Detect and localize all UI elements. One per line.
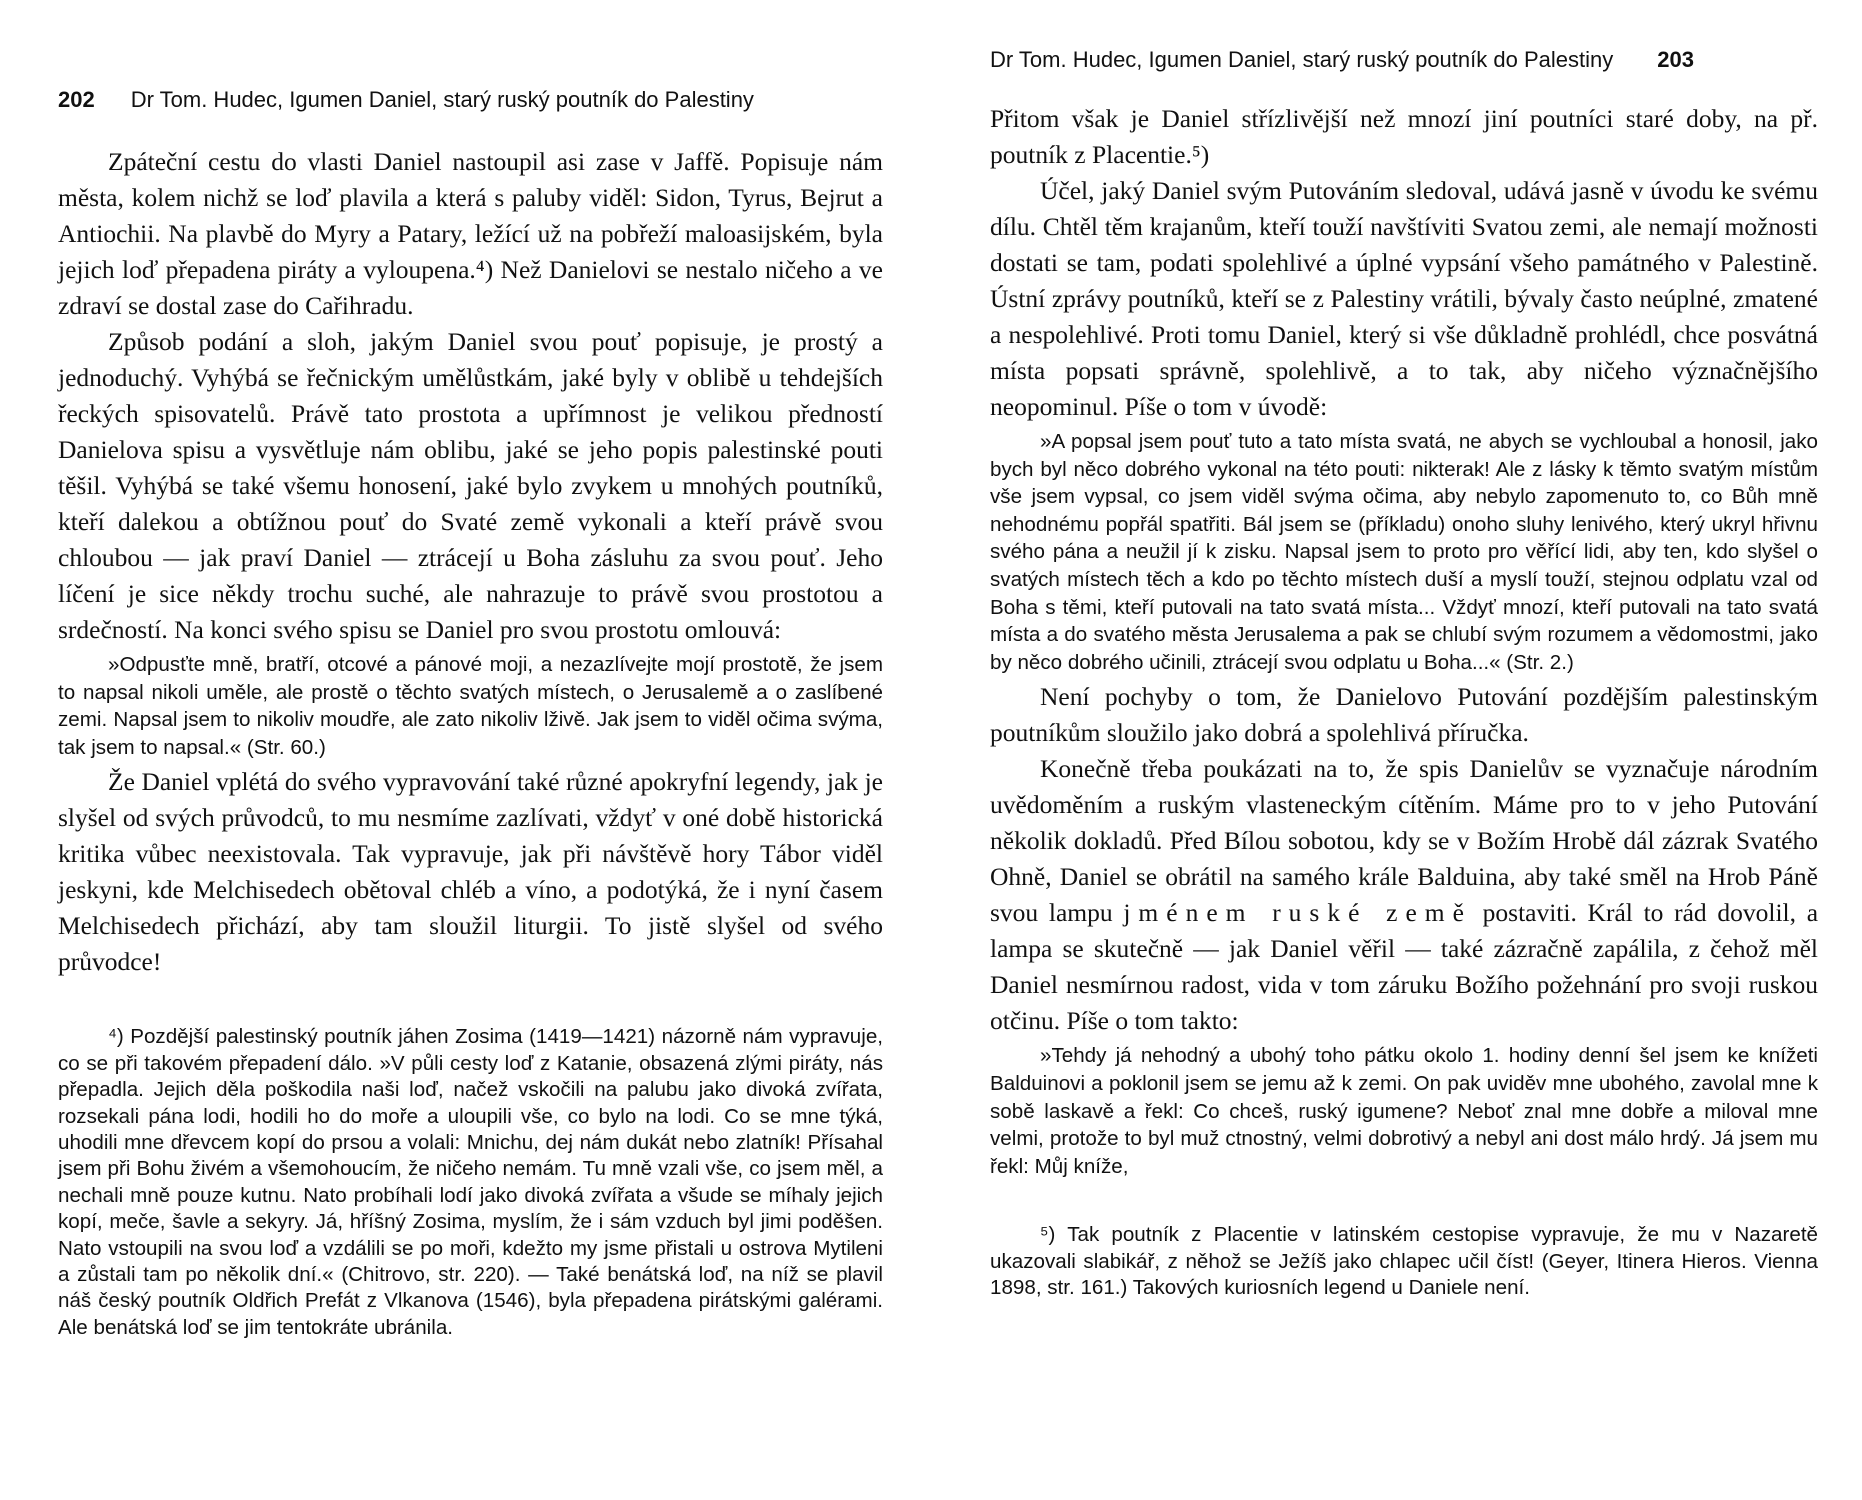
spaced-emphasis: jménem ruské země xyxy=(1123,898,1472,928)
right-page-body xyxy=(990,101,1818,1302)
paragraph: Zpáteční cestu do vlasti Daniel nastoupil asi zase v Jaffě. Popisuje nám města, kolem nichž se loď plavila a která s paluby viděl: Sidon, Tyrus, Bejrut a Antiochii. Na plavbě do Myry a Patary, ležící už na pobřeží maloasijském, byla jejich loď přepadena piráty a vyloupena.⁴) Než Danielovi se nestalo ničeho a ve zdraví se dostal zase do Cařihradu. xyxy=(58,147,883,320)
page-number: 202 xyxy=(58,87,95,112)
footnote: ⁴) Pozdější palestinský poutník jáhen Zosima (1419—1421) názorně nám vypravuje, co se při takovém přepadení dálo. »V půli cesty loď z Katanie, obsazená zlými piráty, nás přepadla. Jejich děla poškodila naši loď, načež vskočili na palubu jako divoká zvířata, rozsekali pána lodi, hodili ho do moře a uloupili vše, co bylo na lodi. Co se mne týká, uhodili mne dřevcem kopí do prsou a volali: Mnichu, dej nám dukát nebo zlatník! Přísahal jsem při Bohu živém a všemohoucím, že ničeho nemám. Tu mně vzali vše, co jsem měl, a nechali mně pouze kutnu. Nato probíhali lodí jako divoká zvířata a všude se míhaly jejich kopí, meče, šavle a sekyry. Já, hříšný Zosima, myslím, že i sám vzduch byl jimi poděšen. Nato vstoupili na svou loď a vzdálili se po moři, kdežto my jsme přistali u ostrova Mytileni a zůstali tam po několik dní.« (Chitrovo, str. 220). — Také benátská loď, na níž se plavil náš český poutník Oldřich Prefát z Vlkanova (1546), byla přepadena pirátskými galérami. Ale benátská loď se jim tentokráte ubránila. xyxy=(58,1025,883,1339)
paragraph: Přitom však je Daniel střízlivější než mnozí jiní poutníci staré doby, na př. poutník z Placentie.⁵) xyxy=(990,104,1818,169)
paragraph: Že Daniel vplétá do svého vypravování také různé apokryfní legendy, jak je slyšel od svých průvodců, to mu nesmíme zazlívati, vždyť v oné době historická kritika vůbec neexistovala. Tak vypravuje, jak při návštěvě hory Tábor viděl jeskyni, kde Melchisedech obětoval chléb a víno, a podotýká, že i nyní časem Melchisedech přichází, aby tam sloužil liturgii. To jistě slyšel od svého průvodce! xyxy=(58,767,883,977)
paragraph: Není pochyby o tom, že Danielovo Putování pozdějším palestinským poutníkům sloužilo jako dobrá a spolehlivá příručka. xyxy=(990,682,1818,748)
left-page-header xyxy=(58,86,883,114)
paragraph xyxy=(990,751,1818,1039)
paragraph-text: postaviti. Král to rád dovolil, a lampa se skutečně — jak Daniel věřil — také zázračně zapálila, z čehož měl Daniel nesmírnou radost, vida v tom záruku Božího požehnání pro svoji ruskou otčinu. Píše o tom takto: xyxy=(990,898,1819,1036)
page-number: 203 xyxy=(1657,47,1694,72)
left-page xyxy=(58,0,883,1341)
running-head: Dr Tom. Hudec, Igumen Daniel, starý ruský poutník do Palestiny xyxy=(990,47,1614,72)
block-quote: »Tehdy já nehodný a ubohý toho pátku okolo 1. hodiny denní šel jsem ke knížeti Balduinovi a poklonil jsem se jemu až k zemi. On pak uviděv mne ubohého, zavolal mne k sobě laskavě a řekl: Co chceš, ruský igumene? Neboť znal mne dobře a miloval mne velmi, protože to byl muž ctnostný, velmi dobrotivý a nebyl ani dost málo hrdý. Já jsem mu řekl: Můj kníže, xyxy=(990,1044,1818,1178)
right-page-header xyxy=(990,46,1818,74)
block-quote: »A popsal jsem pouť tuto a tato místa svatá, ne abych se vychloubal a honosil, jako bych byl něco dobrého vykonal na této pouti: nikterak! Ale z lásky k těmto svatým místům vše jsem vypsal, co jsem viděl svýma očima, aby nebylo zapomenuto to, co Bůh mně nehodnému popřál spatřiti. Bál jsem se (příkladu) onoho sluhy lenivého, který ukryl hřivnu svého pána a neužil jí k zisku. Napsal jsem to proto pro věřící lidi, aby ten, kdo slyšel o svatých místech těch a kdo po těchto místech duší a myslí touží, stejnou odplatu vzal od Boha s těmi, kteří putovali na tato svatá místa... Vždyť mnozí, kteří putovali na tato svatá místa a do svatého města Jerusalema a pak se chlubí svým rozumem a vědomostmi, jako by něco dobrého učinili, ztrácejí svou odplatu u Boha...« (Str. 2.) xyxy=(990,430,1818,674)
paragraph: Účel, jaký Daniel svým Putováním sledoval, udává jasně v úvodu ke svému dílu. Chtěl těm krajanům, kteří touží navštíviti Svatou zemi, ale nemají možnosti dostati se tam, podati spolehlivé a úplné vypsání všeho památného v Palestině. Ústní zprávy poutníků, kteří se z Palestiny vrátili, bývaly často neúplné, zmatené a nespolehlivé. Proti tomu Daniel, který si vše důkladně prohlédl, chce posvátná místa popsati správně, spolehlivě, a to tak, aby ničeho význačnějšího neopominul. Píše o tom v úvodě: xyxy=(990,176,1818,421)
block-quote: »Odpusťte mně, bratří, otcové a pánové moji, a nezazlívejte mojí prostotě, že jsem to napsal nikoli uměle, ale prostě o těchto svatých místech, o Jerusalemě a o zaslíbené zemi. Napsal jsem to nikoliv moudře, ale zato nikoliv lživě. Jak jsem to viděl očima svýma, tak jsem to napsal.« (Str. 60.) xyxy=(58,653,883,759)
paragraph-text: Konečně třeba poukázati na to, že spis Danielův se vyznačuje národním uvědoměním a ruským vlasteneckým cítěním. Máme pro to v jeho Putování několik dokladů. Před Bílou sobotou, kdy se v Božím Hrobě dál zázrak Svatého Ohně, Daniel se obrátil na samého krále Balduina, aby také směl na Hrob Páně svou lampu xyxy=(990,754,1818,928)
left-page-body xyxy=(58,144,883,1341)
paragraph: Způsob podání a sloh, jakým Daniel svou pouť popisuje, je prostý a jednoduchý. Vyhýbá se řečnickým umělůstkám, jaké byly v oblibě u tehdejších řeckých spisovatelů. Právě tato prostota a upřímnost je velikou předností Danielova spisu a vysvětluje nám oblibu, jaké se jeho popis palestinské pouti těšil. Vyhýbá se také všemu honosení, jaké bylo zvykem u mnohých poutníků, kteří dalekou a obtížnou pouť do Svaté země vykonali a kteří právě svou chloubou — jak praví Daniel — ztrácejí u Boha zásluhu za svou pouť. Jeho líčení je sice někdy trochu suché, ale nahrazuje to právě svou prostotou a srdečností. Na konci svého spisu se Daniel pro svou prostotu omlouvá: xyxy=(58,327,883,644)
footnote: ⁵) Tak poutník z Placentie v latinském cestopise vypravuje, že mu v Nazaretě ukazovali slabikář, z něhož se Ježíš jako chlapec učil číst! (Geyer, Itinera Hieros. Vienna 1898, str. 161.) Takových kuriosních legend u Daniele není. xyxy=(990,1223,1818,1300)
running-head: Dr Tom. Hudec, Igumen Daniel, starý ruský poutník do Palestiny xyxy=(130,87,754,112)
right-page xyxy=(990,0,1818,1302)
